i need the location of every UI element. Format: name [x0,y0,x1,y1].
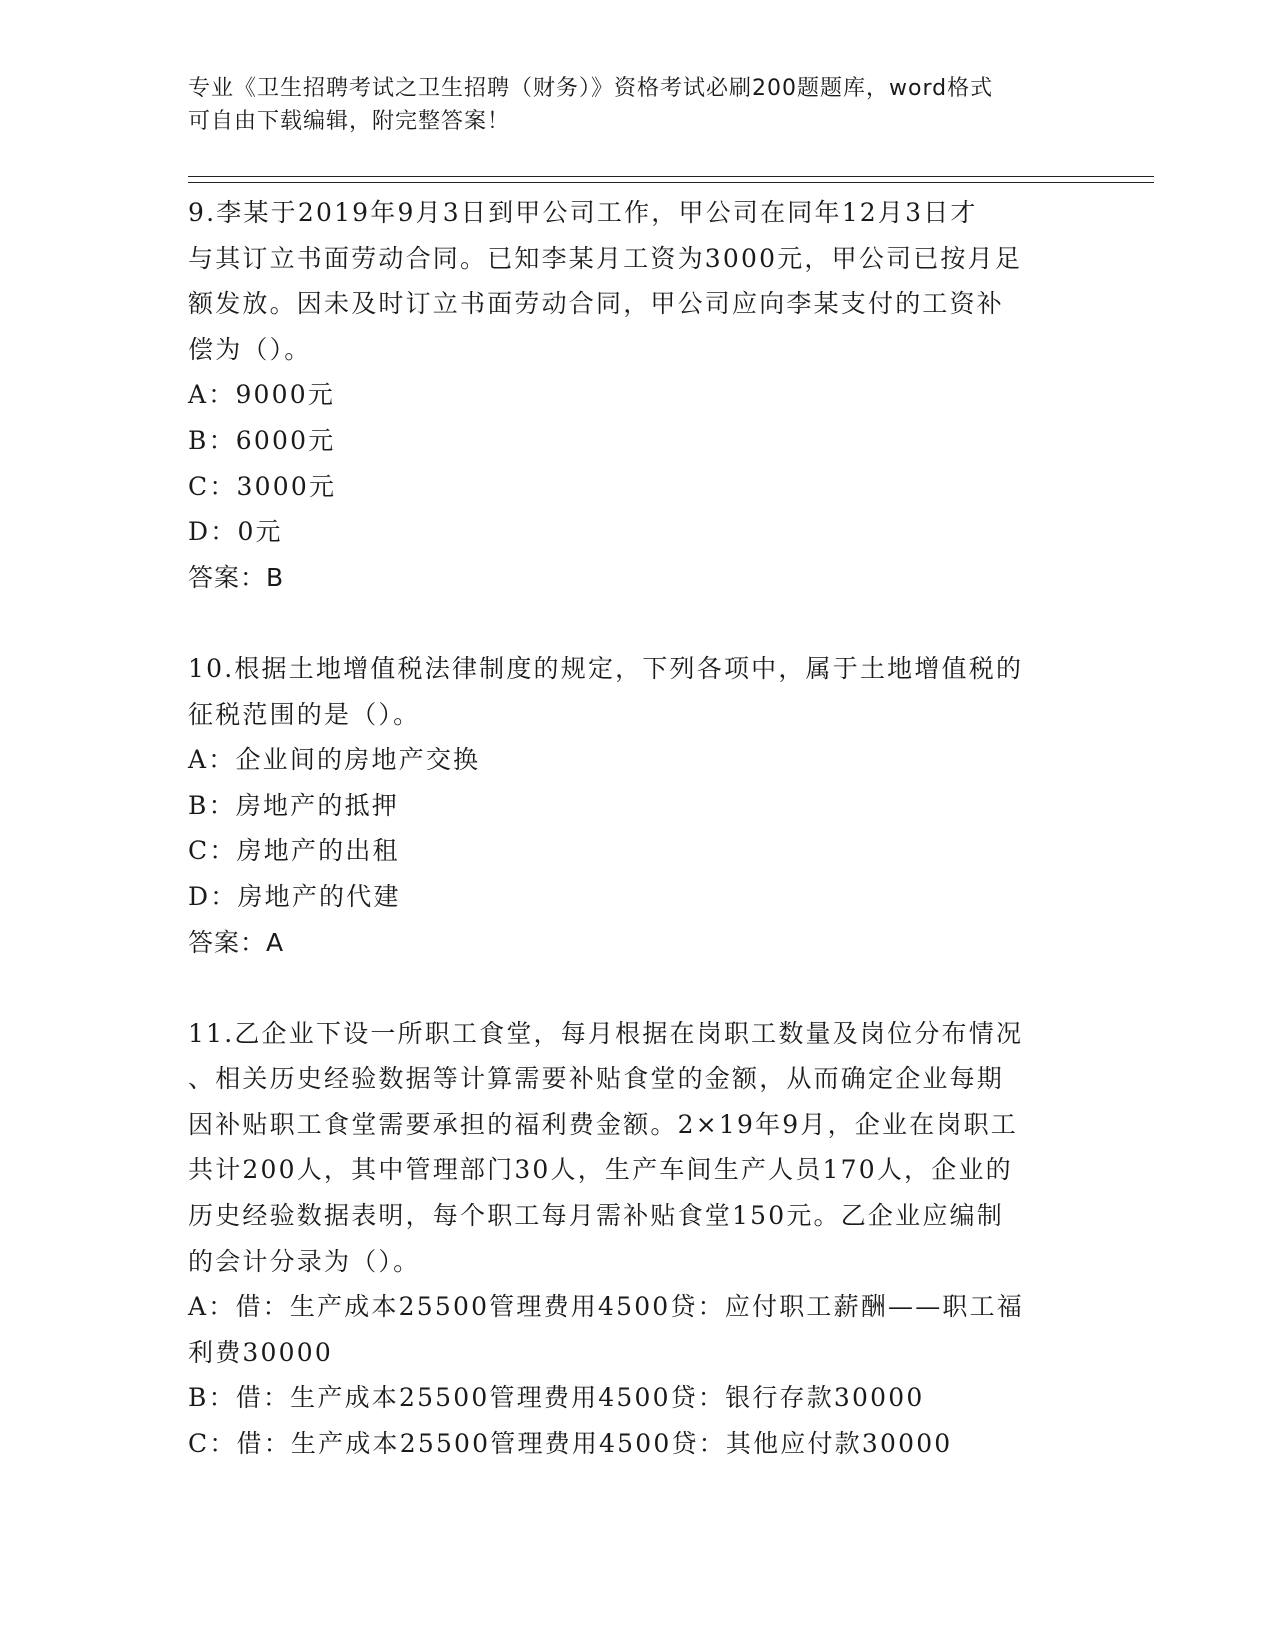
question-stem-line: 历史经验数据表明，每个职工每月需补贴食堂150元。乙企业应编制 [188,1201,1004,1231]
option-c: C：借：生产成本25500管理费用4500贷：其他应付款30000 [188,1429,953,1459]
option-b: B：借：生产成本25500管理费用4500贷：银行存款30000 [188,1383,925,1413]
option-d: D：0元 [188,517,283,547]
option-a: A：借：生产成本25500管理费用4500贷：应付职工薪酬——职工福 [188,1292,1025,1322]
header-line-2: 可自由下载编辑，附完整答案！ [188,109,511,134]
option-a: A：9000元 [188,380,336,410]
header-line-1: 专业《卫生招聘考试之卫生招聘（财务）》资格考试必刷200题题库，word格式 [188,76,994,101]
question-stem-line: 10.根据土地增值税法律制度的规定，下列各项中，属于土地增值税的 [188,653,1024,683]
question-stem-line: 偿为（）。 [188,334,312,364]
question-stem-line: 额发放。因未及时订立书面劳动合同，甲公司应向李某支付的工资补 [188,289,1005,319]
question-stem-line: 、相关历史经验数据等计算需要补贴食堂的金额，从而确定企业每期 [188,1064,1005,1094]
question-stem-line: 11.乙企业下设一所职工食堂，每月根据在岗职工数量及岗位分布情况 [188,1018,1024,1048]
option-b: B：房地产的抵押 [188,790,399,820]
option-c: C：3000元 [188,471,337,501]
document-header [188,72,1088,138]
option-d: D：房地产的代建 [188,881,401,911]
question-stem-line: 与其订立书面劳动合同。已知李某月工资为3000元，甲公司已按月足 [188,243,1023,273]
question-stem-line: 共计200人，其中管理部门30人，生产车间生产人员170人，企业的 [188,1155,1013,1185]
question-spacer [188,965,1088,1011]
question-spacer [188,600,1088,646]
header-rule-bottom [188,182,1154,183]
question-stem-line: 征税范围的是（）。 [188,699,421,729]
question-stem-line: 9.李某于2019年9月3日到甲公司工作，甲公司在同年12月3日才 [188,198,978,227]
question-10 [188,646,1088,965]
header-rule-top [188,176,1154,177]
question-9 [188,190,1088,600]
question-stem-line: 的会计分录为（）。 [188,1246,421,1276]
question-11 [188,1011,1088,1467]
answer-line: 答案：B [188,562,285,592]
option-a-continued: 利费30000 [188,1337,333,1367]
answer-line: 答案：A [188,927,285,957]
question-list [188,190,1088,1467]
question-stem-line: 因补贴职工食堂需要承担的福利费金额。2×19年9月，企业在岗职工 [188,1109,1018,1139]
option-a: A：企业间的房地产交换 [188,745,481,775]
option-c: C：房地产的出租 [188,836,400,866]
option-b: B：6000元 [188,425,336,455]
